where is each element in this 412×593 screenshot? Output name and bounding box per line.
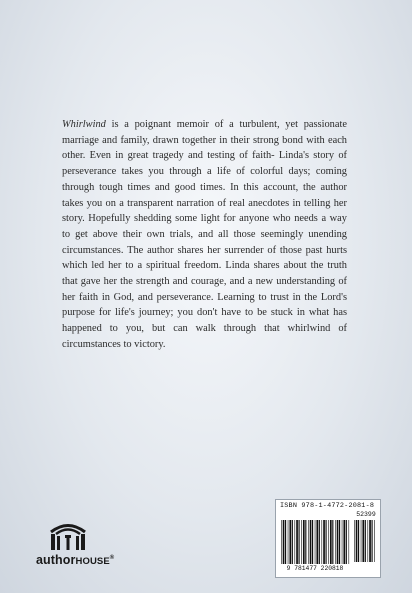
back-cover-blurb [62, 117, 347, 353]
blurb-text: is a poignant memoir of a turbulent, yet passionate marriage and family, drawn together in their strong bond with each other. Even in great tragedy and testing of faith- Linda's story of perseverance takes you through a life of colorful days; coming through tough times and good times. In this account, the author takes you on a transparent narration of real anecdotes in telling her story. Hopefully shedding some light for anyone who needs a way to get above their own trials, and all those seemingly unending circumstances. The author shares her surrender of those past hurts which led her to a spiritual freedom. Linda shares about the truth that gave her the strength and courage, and a new understanding of her faith in God, and perseverance. Learning to trust in the Lord's purpose for life's journey; you don't have to be stuck in what has happened to you, but can walk through that whirlwind of circumstances to victory. [62, 119, 347, 350]
barcode-number: 9 781477 220818 [286, 565, 344, 572]
book-title: Whirlwind [62, 119, 106, 130]
authorhouse-logo-icon [45, 518, 91, 552]
isbn-barcode [275, 499, 381, 578]
barcode-addon-number: 52399 [356, 511, 376, 518]
publisher-logo [36, 518, 116, 568]
barcode-addon-bars [354, 520, 376, 562]
isbn-label: ISBN 978-1-4772-2081-8 [280, 502, 375, 510]
publisher-name: authorHOUSE® [36, 553, 115, 567]
barcode-bars [281, 520, 351, 566]
